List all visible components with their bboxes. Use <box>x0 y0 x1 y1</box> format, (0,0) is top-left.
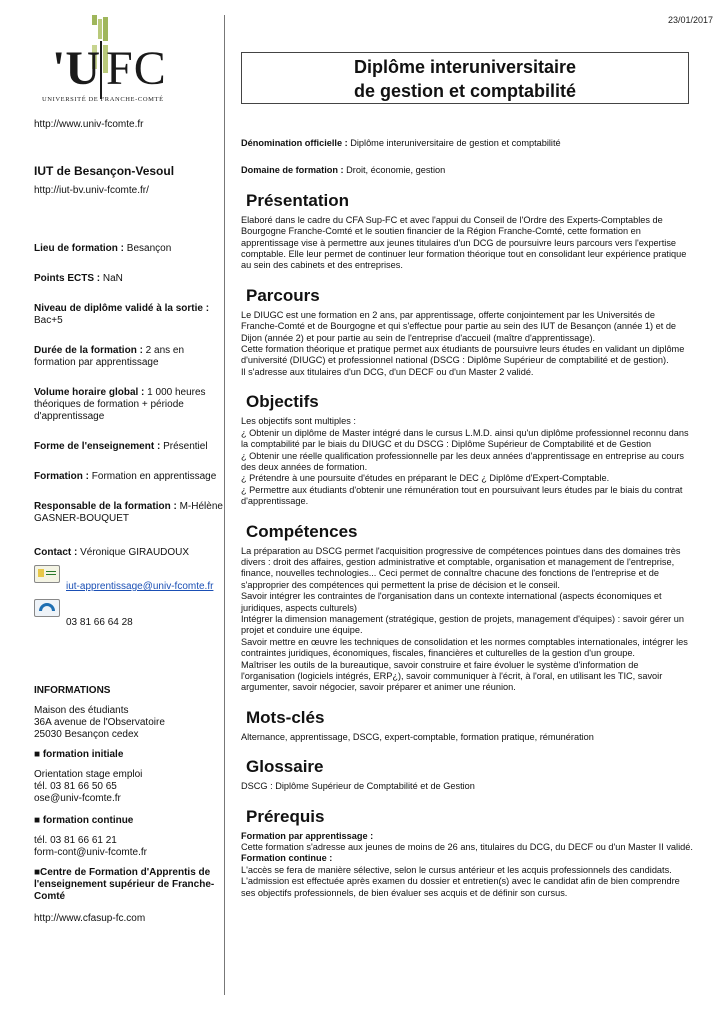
section-heading-presentation: Présentation <box>246 190 349 210</box>
field-ects: Points ECTS : NaN <box>34 273 123 284</box>
section-heading-competences: Compétences <box>246 521 358 541</box>
cfa-url[interactable]: http://www.cfasup-fc.com <box>34 913 146 924</box>
column-divider <box>224 15 225 995</box>
objectifs-line: ¿ Obtenir un diplôme de Master intégré dans le cursus L.M.D. ainsi qu'un diplôme professionnel reconnu dans la comptabilité par le biais du DIUGC et du DSCG : Diplôme Supérieur de Comptabilité et de Gestion <box>241 427 689 450</box>
prerequis-continue-label: Formation continue : <box>241 853 333 864</box>
prerequis-continue-text: L'accès se fera de manière sélective, selon le cursus antérieur et les acquis professionnels des candidats. L'admission est effectuée après examen du dossier et entretien(s) avec le candidat afin de bien comprendre ses objectifs professionnels, de bien évaluer ses acquis et de définir son cursus. <box>241 864 680 898</box>
university-logo: 'U FC UNIVERSITÉ DE FRANCHE-COMTÉ <box>42 15 187 105</box>
official-name: Dénomination officielle : Diplôme interuniversitaire de gestion et comptabilité <box>241 138 561 148</box>
address: Maison des étudiants 36A avenue de l'Observatoire 25030 Besançon cedex <box>34 705 165 740</box>
glossary: DSCG : Diplôme Supérieur de Comptabilité et de Gestion <box>241 781 475 792</box>
field-duree: Durée de la formation : 2 ans en formation par apprentissage <box>34 345 185 368</box>
domain: Domaine de formation : Droit, économie, gestion <box>241 165 446 176</box>
objectifs-line: Les objectifs sont multiples : <box>241 416 356 427</box>
iut-url[interactable]: http://iut-bv.univ-fcomte.fr/ <box>34 185 149 196</box>
section-heading-glossaire: Glossaire <box>246 757 324 777</box>
field-contact: Contact : Véronique GIRAUDOUX <box>34 547 190 558</box>
prerequis-apprentissage-text: Cette formation s'adresse aux jeunes de moins de 26 ans, titulaires du DCG, du DECF ou d'un Master II validé. <box>241 842 693 853</box>
university-logo-text: UNIVERSITÉ DE FRANCHE-COMTÉ <box>42 96 164 103</box>
cfa-heading: ■Centre de Formation d'Apprentis de l'enseignement supérieur de Franche-Comté <box>34 867 215 902</box>
email-icon <box>34 565 60 583</box>
field-forme: Forme de l'enseignement : Présentiel <box>34 441 208 452</box>
contact-email-link[interactable]: iut-apprentissage@univ-fcomte.fr <box>66 581 214 592</box>
formation-initiale-contact: Orientation stage emploi tél. 03 81 66 50 65 ose@univ-fcomte.fr <box>34 769 143 804</box>
page-title: Diplôme interuniversitaire de gestion et comptabilité <box>241 52 689 104</box>
field-formation: Formation : Formation en apprentissage <box>34 471 217 482</box>
field-niveau: Niveau de diplôme validé à la sortie : Bac+5 <box>34 303 210 326</box>
formation-initiale-heading: ■ formation initiale <box>34 749 124 760</box>
main-content <box>241 52 693 899</box>
section-heading-objectifs: Objectifs <box>246 392 319 412</box>
iut-title: IUT de Besançon-Vesoul <box>34 164 175 178</box>
competences-line: Intégrer la dimension management (stratégique, gestion de projets, management d'équipes) : savoir gérer un projet et conduire une équipe. <box>241 613 685 636</box>
objectifs-line: ¿ Permettre aux étudiants d'obtenir une rémunération tout en poursuivant leurs études par le biais du contrat d'apprentissage. <box>241 484 683 507</box>
formation-continue-heading: ■ formation continue <box>34 815 134 826</box>
parcours-line: Il s'adresse aux titulaires d'un DCG, d'un DECF ou d'un Master 2 validé. <box>241 366 534 377</box>
parcours-line: Le DIUGC est une formation en 2 ans, par apprentissage, offerte conjointement par les Universités de Franche-Comté et de Bourgogne et qui s'effectue pour partie au sein des IUT de Besançon (année 1) et de Dijon (année 2) et pour partie au sein de l'entreprise d'accueil (maître d'apprentissage). <box>241 309 677 343</box>
prerequis-apprentissage-label: Formation par apprentissage : <box>241 830 374 841</box>
competences-line: La préparation au DSCG permet l'acquisition progressive de compétences pointues dans des domaines très divers : droit des affaires, gestion administrative et comptable, organisation et management de l'entreprise, finance, nouvelles technologies... Ceci permet de connaître chacune des fonctions de l'entreprise et de s'approprier des compétences qui permettent la prise de décision et le conseil. <box>241 545 681 590</box>
sidebar <box>34 15 224 925</box>
competences-line: Savoir mettre en œuvre les techniques de consolidation et les normes comptables internationales, intégrer les contraintes juridiques, économiques, fiscales, financières et culturelles de la gestion d'un groupe. <box>241 636 688 659</box>
objectifs-line: ¿ Prétendre à une poursuite d'études en préparant le DEC ¿ Diplôme d'Expert-Comptable. <box>241 473 610 484</box>
contact-phone: 03 81 66 64 28 <box>66 617 133 628</box>
section-heading-prerequis: Prérequis <box>246 806 325 826</box>
phone-icon <box>34 599 60 617</box>
informations-title: INFORMATIONS <box>34 685 111 696</box>
parcours-line: Cette formation théorique et pratique permet aux étudiants de poursuivre leurs études en validant un diplôme d'université (DIUGC) et professionnel national (DSCG : Diplôme Supérieur de comptabilité et de gestion). <box>241 344 685 366</box>
field-volume: Volume horaire global : 1 000 heures théoriques de formation + période d'apprentissage <box>34 387 206 422</box>
formation-continue-contact: tél. 03 81 66 61 21 form-cont@univ-fcomte.fr <box>34 835 147 858</box>
section-heading-parcours: Parcours <box>246 285 320 305</box>
field-lieu: Lieu de formation : Besançon <box>34 243 172 254</box>
objectifs-line: ¿ Obtenir une réelle qualification professionnelle par les deux années d'apprentissage en entreprise au cours des deux années de formation. <box>241 450 685 472</box>
field-responsable: Responsable de la formation : M-Hélène GASNER-BOUQUET <box>34 501 223 524</box>
competences-line: Savoir intégrer les contraintes de l'organisation dans un contexte international (aspects économiques et juridiques, aspects culturels) <box>241 591 662 613</box>
keywords: Alternance, apprentissage, DSCG, expert-comptable, formation pratique, rémunération <box>241 731 594 742</box>
section-heading-mots-cles: Mots-clés <box>246 707 325 727</box>
print-date: 23/01/2017 <box>667 15 713 25</box>
competences-line: Maîtriser les outils de la bureautique, savoir construire et faire évoluer le système d'information de l'organisation (logiciels intégrés, ERP¿), savoir communiquer à l'écrit, à l'oral, en utilisant les TIC, savoir argumenter, savoir négocier, savoir préparer et animer une réunion. <box>241 659 663 693</box>
university-url[interactable]: http://www.univ-fcomte.fr <box>34 119 144 130</box>
contact-phone-row <box>34 599 224 617</box>
section-text-presentation: Elaboré dans le cadre du CFA Sup-FC et avec l'appui du Conseil de l'Ordre des Experts-Comptables de Bourgogne Franche-Comté et le soutien financier de la Région Franche-Comté, cette formation en apprentissage vise à permettre aux jeunes titulaires d'un DCG de poursuivre leurs parcours vers l'expertise comptable. Elle leur permet de continuer leur formation théorique tout en consolidant leur expérience pratique au sein des cabinets et des entreprises. <box>241 214 687 271</box>
